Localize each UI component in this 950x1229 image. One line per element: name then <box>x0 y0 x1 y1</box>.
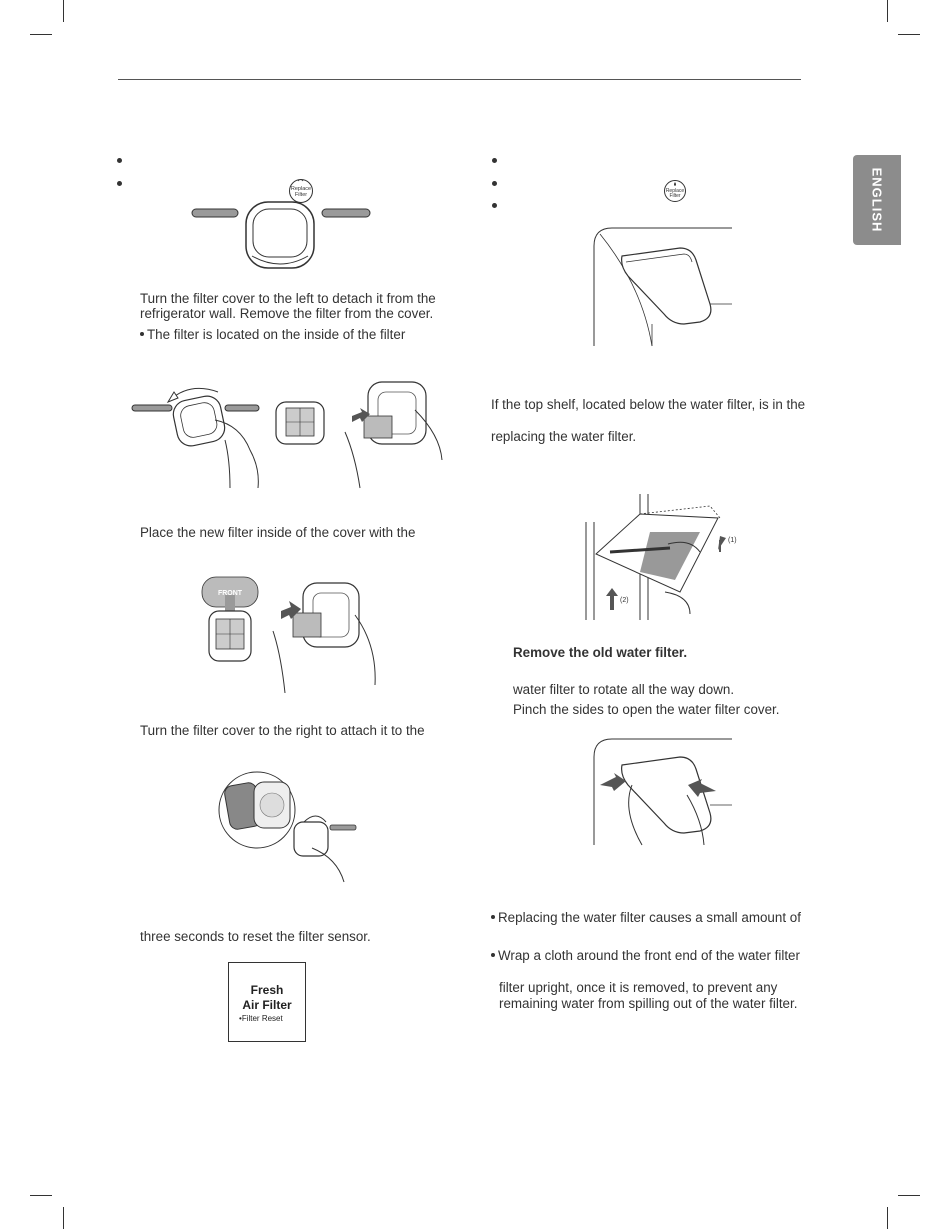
water-filter-location-illustration <box>592 226 737 348</box>
bullet <box>492 203 497 208</box>
reset-line-2: Air Filter <box>242 998 292 1012</box>
crop-mark <box>63 0 64 22</box>
filter-cover-illustration <box>190 200 375 272</box>
note-water-4: remaining water from spilling out of the water filter. <box>499 996 798 1011</box>
arrow-label-1: (1) <box>728 537 737 544</box>
front-label: FRONT <box>217 590 243 597</box>
step-reset-text: three seconds to reset the filter sensor. <box>140 929 371 944</box>
water-replace-filter-icon <box>663 179 687 203</box>
header-rule <box>118 79 801 80</box>
note-water-2 <box>491 948 800 964</box>
step-place-new-text: Place the new filter inside of the cover with the <box>140 525 416 540</box>
note-water-2-text: Wrap a cloth around the front end of the water filter <box>498 948 800 963</box>
note-filter-location <box>140 327 405 343</box>
note-filter-location-text: The filter is located on the inside of the filter <box>147 327 406 342</box>
filter-reset-button[interactable] <box>228 962 306 1042</box>
crop-mark <box>30 1195 52 1196</box>
replace-icon-text-1: Replace <box>290 186 312 192</box>
step-turn-left-text-2: refrigerator wall. Remove the filter from the cover. <box>140 306 434 321</box>
shelf-text-2: replacing the water filter. <box>491 429 637 444</box>
crop-mark <box>898 34 920 35</box>
note-bullet <box>140 332 144 336</box>
place-new-filter-illustration <box>195 575 380 695</box>
note-water-1-text: Replacing the water filter causes a small amount of <box>498 910 801 925</box>
reset-line-3 <box>239 1014 283 1023</box>
remove-text-1: water filter to rotate all the way down. <box>513 682 735 697</box>
remove-filter-illustration <box>130 380 445 490</box>
bullet <box>117 181 122 186</box>
note-bullet <box>491 953 495 957</box>
remove-old-filter-heading: Remove the old water filter. <box>513 645 688 660</box>
crop-mark <box>887 0 888 22</box>
language-tab-label: ENGLISH <box>869 167 885 233</box>
reset-line-1: Fresh <box>250 983 284 997</box>
note-bullet <box>491 915 495 919</box>
step-turn-left-text: Turn the filter cover to the left to detach it from the <box>140 291 436 306</box>
remove-text-2: Pinch the sides to open the water filter cover. <box>513 702 780 717</box>
attach-filter-illustration <box>212 770 362 885</box>
water-icon-text-1: Replace <box>665 188 685 194</box>
shelf-text-1: If the top shelf, located below the water filter, is in the <box>491 397 806 412</box>
reset-bullet-icon: • <box>239 1014 242 1023</box>
crop-mark <box>887 1207 888 1229</box>
shelf-removal-illustration <box>580 492 740 622</box>
pinch-filter-cover-illustration <box>592 735 737 847</box>
replace-icon-text-2: Filter <box>294 192 308 198</box>
crop-mark <box>30 34 52 35</box>
step-turn-right-text: Turn the filter cover to the right to attach it to the <box>140 723 425 738</box>
note-water-3: filter upright, once it is removed, to prevent any <box>499 980 778 995</box>
note-water-1 <box>491 910 801 926</box>
crop-mark <box>898 1195 920 1196</box>
reset-line-3-text: Filter Reset <box>241 1014 283 1023</box>
water-icon-text-2: Filter <box>669 193 681 199</box>
bullet <box>492 181 497 186</box>
bullet <box>117 158 122 163</box>
language-tab <box>853 155 901 245</box>
bullet <box>492 158 497 163</box>
crop-mark <box>63 1207 64 1229</box>
arrow-label-2: (2) <box>620 597 629 604</box>
